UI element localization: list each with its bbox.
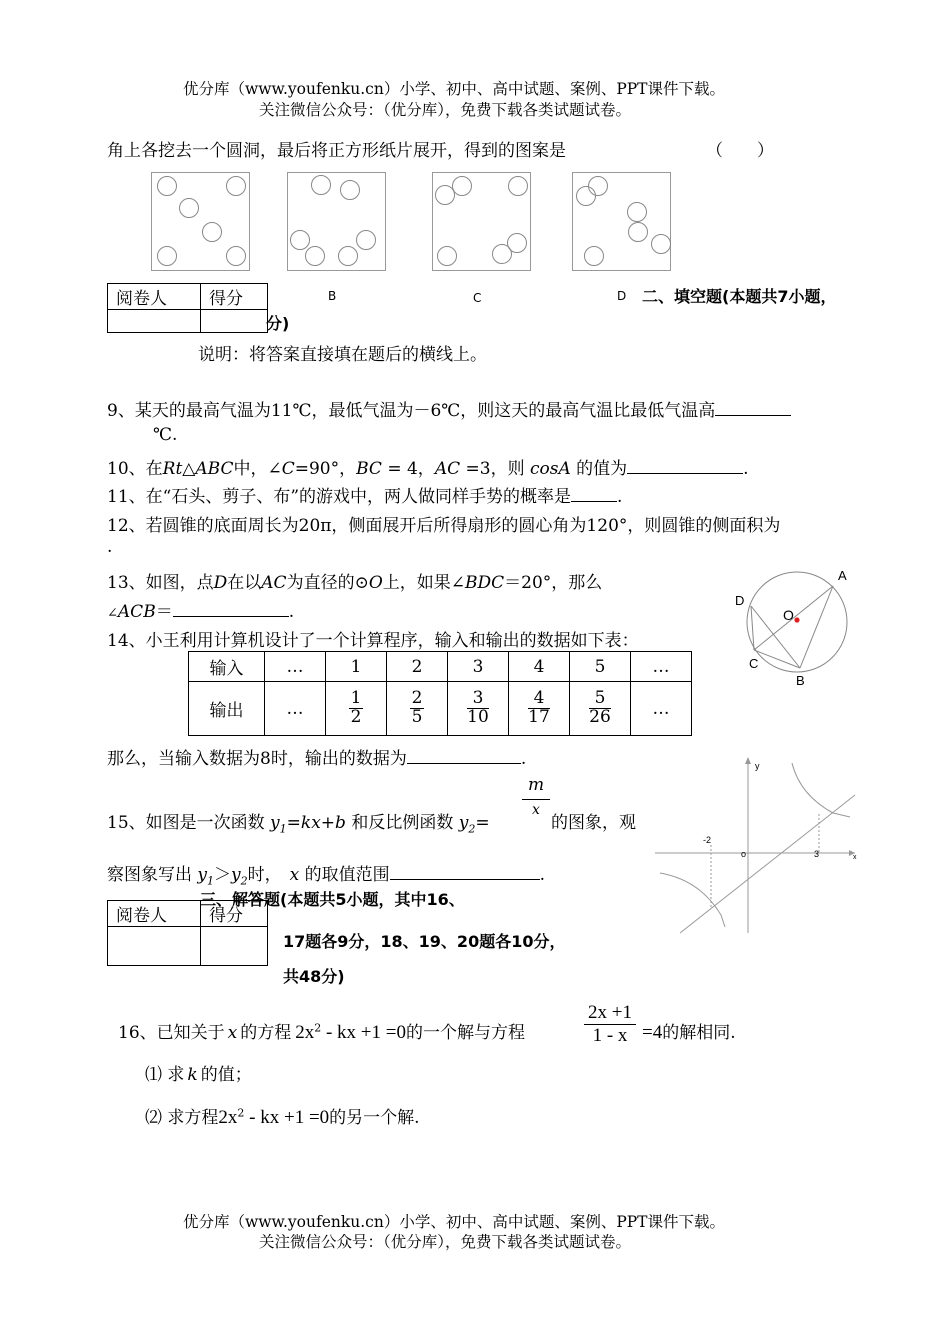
score-cell[interactable] (201, 310, 268, 333)
grader-label: 阅卷人 (108, 284, 201, 310)
q14-answer-blank[interactable] (407, 762, 521, 764)
grader-table-1 (107, 283, 268, 333)
label-b: B (796, 673, 805, 688)
q16-line1-end: =4的解相同. (642, 1022, 736, 1043)
header-line1: 优分库（www.youfenku.cn）小学、初中、高中试题、案例、PPT课件下载。 (183, 80, 726, 98)
io-output-label: 输出 (189, 682, 265, 736)
q12-end: . (107, 537, 113, 557)
footer-line2: 关注微信公众号：（优分库），免费下载各类试题试卷。 (259, 1233, 632, 1251)
q13-answer-blank[interactable] (173, 615, 289, 617)
io-output-cell: $\frac{3}{10}$ (448, 682, 509, 736)
io-output-cell: … (265, 682, 326, 736)
io-input-cell: … (631, 652, 692, 682)
q11-answer-blank[interactable] (571, 500, 617, 502)
io-input-cell: 5 (570, 652, 631, 682)
label-o: O (783, 607, 794, 623)
q16-part2: ⑵ 求方程$2x^2$ - kx +1 =0的另一个解. (145, 1106, 420, 1128)
center-dot (794, 617, 799, 622)
section2-title-cont: 分) (266, 314, 290, 333)
hyperbola-branch-lower (660, 873, 725, 927)
q9-unit: ℃. (153, 425, 178, 445)
q10-text: 10、在Rt△ABC中，∠C=90°，BC = 4，AC =3，则 cosA 的值为 . (107, 459, 749, 479)
q9-text: 9、某天的最高气温为11℃，最低气温为－6℃，则这天的最高气温比最低气温高 (107, 396, 791, 421)
io-input-cell: 2 (387, 652, 448, 682)
q15-function-graph (655, 755, 860, 935)
q13-circle-figure (730, 562, 860, 692)
section2-title: 二、填空题(本题共7小题， (642, 287, 837, 306)
label-a: A (838, 568, 847, 583)
grader-label: 阅卷人 (108, 901, 201, 927)
q11-text: 11、在“石头、剪子、布”的游戏中，两人做同样手势的概率是 . (107, 487, 623, 507)
io-input-cell: … (265, 652, 326, 682)
q15-line2: 察图象写出 $y_1>y_2$时， x 的取值范围 . (107, 865, 546, 888)
linear-function-line (680, 795, 855, 933)
q8-option-b-label: B (328, 289, 337, 303)
segment-ab (800, 586, 833, 668)
q15-answer-blank[interactable] (390, 878, 540, 880)
footer-line1: 优分库（www.youfenku.cn）小学、初中、高中试题、案例、PPT课件下载。 (183, 1213, 726, 1231)
tick-label-neg2: -2 (703, 835, 712, 845)
io-input-label: 输入 (189, 652, 265, 682)
origin-label: o (741, 849, 747, 859)
grader-cell[interactable] (108, 927, 201, 966)
io-output-cell: $\frac{1}{2}$ (326, 682, 387, 736)
q12-text: 12、若圆锥的底面周长为20π，侧面展开后所得扇形的圆心角为120°，则圆锥的侧面积为 (107, 516, 781, 536)
hyperbola-branch-upper (792, 763, 850, 817)
label-d: D (735, 593, 745, 608)
q16-line1: 16、已知关于 x 的方程 $2x^2$ - kx +1 =0的一个解与方程 (118, 1021, 525, 1043)
q14-io-table (188, 651, 692, 736)
q8-text: 角上各挖去一个圆洞，最后将正方形纸片展开，得到的图案是 (107, 141, 566, 161)
q15-line1: 15、如图是一次函数 $y_1=kx+b$ 和反比例函数 $y_2=$ (107, 813, 490, 836)
section3-line2: 17题各9分，18、19、20题各10分， (283, 932, 566, 951)
q8-option-d-label: D (617, 289, 627, 303)
q14-text: 14、小王利用计算机设计了一个计算程序，输入和输出的数据如下表： (107, 631, 639, 651)
q13-line2: ∠ACB＝ . (107, 602, 295, 622)
q16-fraction: 2x +1 1 - x (584, 1002, 636, 1047)
io-output-cell: … (631, 682, 692, 736)
section3-title: 三、解答题(本题共5小题，其中16、 (200, 890, 465, 909)
score-label: 得分 (201, 284, 268, 310)
score-label: 得分 (201, 901, 268, 927)
grader-cell[interactable] (108, 310, 201, 333)
section2-instruction: 说明：将答案直接填在题后的横线上。 (198, 345, 487, 365)
io-output-cell: $\frac{2}{5}$ (387, 682, 448, 736)
io-input-cell: 4 (509, 652, 570, 682)
q15-fraction-m-over-x: m x (522, 775, 550, 818)
score-cell[interactable] (201, 927, 268, 966)
y-axis-arrow (745, 757, 751, 764)
io-output-cell: $\frac{5}{26}$ (570, 682, 631, 736)
q9-answer-blank[interactable] (715, 414, 791, 416)
y-axis-label: y (755, 761, 760, 771)
io-output-cell: $\frac{4}{17}$ (509, 682, 570, 736)
q15-line1-end: 的图象，观 (551, 813, 636, 833)
q8-answer-paren: （ ） (706, 141, 774, 161)
q10-answer-blank[interactable] (627, 472, 743, 474)
io-input-cell: 3 (448, 652, 509, 682)
q14-answer-line: 那么，当输入数据为8时，输出的数据为 . (107, 749, 527, 769)
section3-line3: 共48分) (283, 967, 345, 986)
q8-option-c-label: C (473, 291, 482, 305)
q13-line1: 13、如图，点D在以AC为直径的⊙O上，如果∠BDC＝20°，那么 (107, 573, 603, 593)
io-input-cell: 1 (326, 652, 387, 682)
label-c: C (749, 656, 759, 671)
x-axis-label: x (853, 854, 857, 861)
tick-label-3: 3 (814, 849, 820, 859)
q16-part1: ⑴ 求 k 的值； (145, 1065, 252, 1085)
header-line2: 关注微信公众号：（优分库），免费下载各类试题试卷。 (259, 101, 632, 119)
